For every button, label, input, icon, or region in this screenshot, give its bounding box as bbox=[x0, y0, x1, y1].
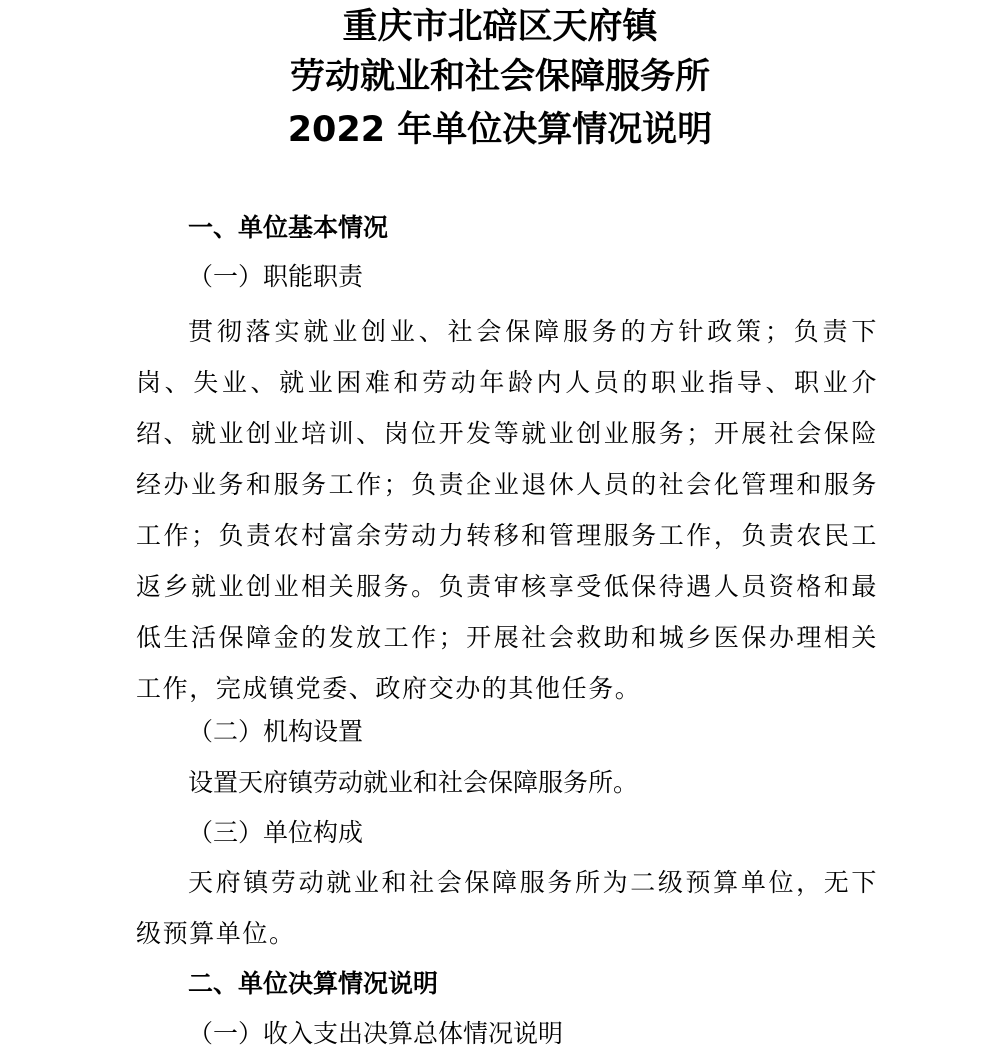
section-2-1-heading: （一）收入支出决算总体情况说明 bbox=[188, 1019, 564, 1048]
section-1-1-heading: （一）职能职责 bbox=[188, 262, 364, 291]
title-line-2: 劳动就业和社会保障服务所 bbox=[289, 57, 710, 97]
document-title bbox=[0, 0, 1000, 155]
title-line-3: 2022 年单位决算情况说明 bbox=[287, 110, 713, 150]
title-line-1: 重庆市北碚区天府镇 bbox=[342, 7, 658, 47]
section-1-2-paragraph: 设置天府镇劳动就业和社会保障服务所。 bbox=[188, 768, 639, 797]
section-1-2-heading: （二）机构设置 bbox=[188, 717, 364, 746]
section-1-heading: 一、单位基本情况 bbox=[188, 213, 389, 242]
section-1-1-paragraph: 贯彻落实就业创业、社会保障服务的方针政策；负责下岗、失业、就业困难和劳动年龄内人员的职业指导、职业介绍、就业创业培训、岗位开发等就业创业服务；开展社会保险经办业务和服务工作；负责企业退休人员的社会化管理和服务工作；负责农村富余劳动力转移和管理服务工作，负责农民工返乡就业创业相关服务。负责审核享受低保待遇人员资格和最低生活保障金的发放工作；开展社会救助和城乡医保办理相关工作，完成镇党委、政府交办的其他任务。 bbox=[136, 317, 878, 703]
section-1-3-paragraph: 天府镇劳动就业和社会保障服务所为二级预算单位，无下级预算单位。 bbox=[136, 868, 878, 948]
section-2-heading: 二、单位决算情况说明 bbox=[188, 969, 439, 998]
section-1-3-heading: （三）单位构成 bbox=[188, 818, 364, 847]
